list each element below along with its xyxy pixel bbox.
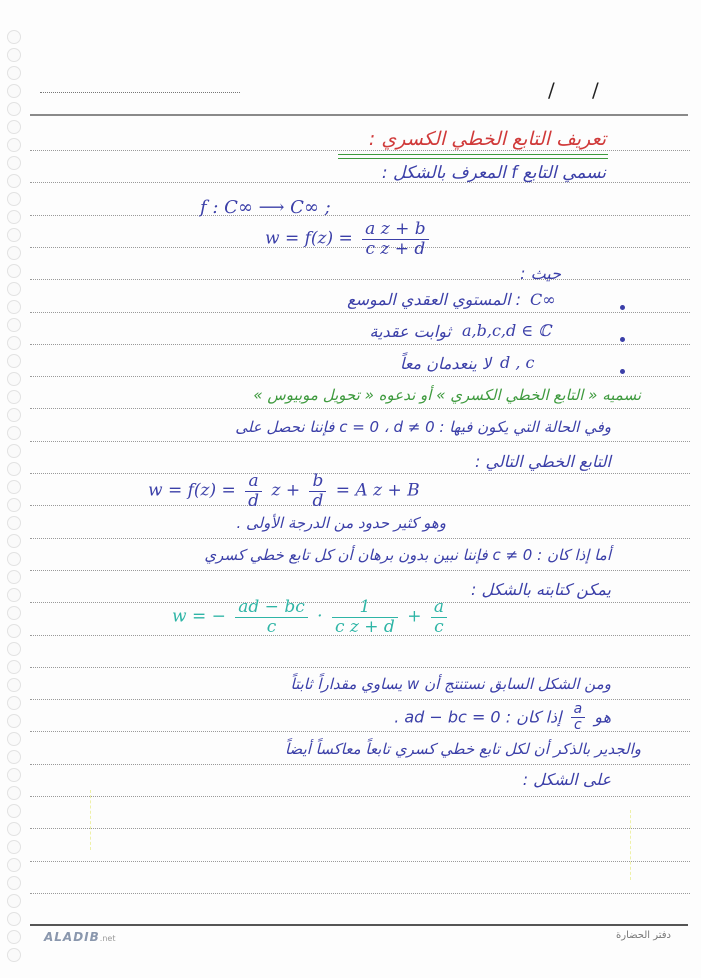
binding-hole bbox=[7, 948, 21, 962]
denominator: c z + d bbox=[365, 238, 426, 259]
case1c-line: وهو كثير حدود من الدرجة الأولى . bbox=[236, 514, 446, 532]
numerator: a bbox=[245, 472, 262, 492]
formula-rhs: = A z + B bbox=[335, 480, 420, 501]
numerator: a bbox=[571, 702, 586, 718]
title-underline bbox=[338, 158, 608, 159]
case2-line: أما إذا كان : c ≠ 0 فإننا نبين بدون برهان أن كل تابع خطي كسري bbox=[204, 546, 611, 564]
case1b-line: التابع الخطي التالي : bbox=[475, 452, 611, 471]
binding-hole bbox=[7, 606, 21, 620]
fraction bbox=[235, 598, 307, 636]
denominator: d bbox=[248, 490, 260, 511]
brand-suffix: .net bbox=[99, 934, 116, 943]
binding-hole bbox=[7, 336, 21, 350]
bullet-symbol: d , c bbox=[500, 353, 535, 372]
ruled-line bbox=[30, 150, 690, 151]
bullet-symbol: a,b,c,d ∈ ℂ bbox=[462, 321, 551, 340]
ruled-line bbox=[30, 764, 690, 765]
binding-hole bbox=[7, 318, 21, 332]
ruled-line bbox=[30, 828, 690, 829]
binding-hole bbox=[7, 372, 21, 386]
binding-hole bbox=[7, 876, 21, 890]
binding-hole bbox=[7, 138, 21, 152]
ruled-line bbox=[30, 279, 690, 280]
fraction bbox=[362, 220, 428, 258]
intro-line: نسمي التابع f المعرف بالشكل : bbox=[381, 163, 606, 183]
binding-hole bbox=[7, 858, 21, 872]
binding-hole bbox=[7, 516, 21, 530]
binding-hole bbox=[7, 480, 21, 494]
binding-hole bbox=[7, 534, 21, 548]
binding-hole bbox=[7, 696, 21, 710]
naming-line: نسميه « التابع الخطي الكسري » أو ندعوه « تحويل موبيوس » bbox=[253, 386, 641, 404]
fraction bbox=[332, 598, 398, 636]
conclusion-line: ومن الشكل السابق نستنتج أن w يساوي مقداراً ثابتاً bbox=[290, 675, 611, 693]
binding-holes bbox=[4, 30, 26, 970]
numerator: 1 bbox=[332, 598, 398, 618]
denominator: d bbox=[312, 490, 324, 511]
formula-lhs: w = − bbox=[172, 606, 226, 627]
bullet-dot bbox=[620, 369, 625, 374]
binding-hole bbox=[7, 390, 21, 404]
denominator: c bbox=[434, 616, 444, 637]
ruled-line bbox=[30, 570, 690, 571]
binding-hole bbox=[7, 30, 21, 44]
binding-hole bbox=[7, 750, 21, 764]
formula-lhs: w = f(z) = bbox=[148, 480, 236, 501]
conclusion-word: هو bbox=[594, 707, 611, 727]
ruled-line bbox=[30, 312, 690, 313]
bullet-dot bbox=[620, 337, 625, 342]
conclusion-line: على الشكل : bbox=[522, 770, 611, 789]
binding-hole bbox=[7, 624, 21, 638]
date-line bbox=[40, 92, 240, 93]
footer-rule bbox=[30, 924, 688, 926]
binding-hole bbox=[7, 84, 21, 98]
binding-hole bbox=[7, 732, 21, 746]
binding-hole bbox=[7, 174, 21, 188]
formula-dot: · bbox=[317, 606, 323, 627]
binding-hole bbox=[7, 210, 21, 224]
bullet-text: : المستوي العقدي الموسع bbox=[347, 290, 521, 309]
faint-mark bbox=[90, 790, 92, 850]
binding-hole bbox=[7, 678, 21, 692]
mobius-formula bbox=[265, 220, 433, 258]
formula-mid: z + bbox=[271, 480, 301, 501]
ruled-line bbox=[30, 215, 690, 216]
binding-hole bbox=[7, 462, 21, 476]
linear-formula bbox=[148, 472, 420, 510]
binding-hole bbox=[7, 804, 21, 818]
binding-hole bbox=[7, 246, 21, 260]
binding-hole bbox=[7, 786, 21, 800]
binding-hole bbox=[7, 894, 21, 908]
binding-hole bbox=[7, 930, 21, 944]
binding-hole bbox=[7, 408, 21, 422]
ruled-line bbox=[30, 376, 690, 377]
binding-hole bbox=[7, 156, 21, 170]
binding-hole bbox=[7, 228, 21, 242]
denominator: c bbox=[266, 616, 277, 637]
numerator: a z + b bbox=[362, 220, 428, 240]
numerator: ad − bc bbox=[235, 598, 307, 618]
binding-hole bbox=[7, 48, 21, 62]
binding-hole bbox=[7, 498, 21, 512]
numerator: a bbox=[431, 598, 447, 618]
bullet-symbol: C∞ bbox=[530, 290, 556, 309]
binding-hole bbox=[7, 264, 21, 278]
ruled-line bbox=[30, 893, 690, 894]
fraction bbox=[571, 702, 586, 734]
case2b-line: يمكن كتابته بالشكل : bbox=[471, 580, 611, 599]
conclusion-line bbox=[394, 702, 611, 734]
binding-hole bbox=[7, 102, 21, 116]
binding-hole bbox=[7, 660, 21, 674]
binding-hole bbox=[7, 714, 21, 728]
binding-hole bbox=[7, 840, 21, 854]
where-label: حيث : bbox=[520, 264, 561, 283]
binding-hole bbox=[7, 570, 21, 584]
binding-hole bbox=[7, 300, 21, 314]
numerator: b bbox=[309, 472, 326, 492]
ruled-line bbox=[30, 441, 690, 442]
ruled-line bbox=[30, 538, 690, 539]
bullet-dot bbox=[620, 305, 625, 310]
case1-line: وفي الحالة التي يكون فيها : c = 0 ، d ≠ 0 فإننا نحصل على bbox=[235, 418, 611, 436]
date-slash: / bbox=[548, 78, 555, 102]
binding-hole bbox=[7, 426, 21, 440]
ruled-line bbox=[30, 344, 690, 345]
denominator: c bbox=[574, 717, 582, 734]
fraction bbox=[431, 598, 447, 636]
ruled-line bbox=[30, 699, 690, 700]
fraction bbox=[245, 472, 262, 510]
formula-plus: + bbox=[407, 606, 422, 627]
mapping-formula: f : C∞ ⟶ C∞ ; bbox=[200, 197, 331, 218]
decomposition-formula bbox=[172, 598, 451, 636]
conclusion-condition: إذا كان : ad − bc = 0 . bbox=[394, 707, 562, 727]
bullet-text: لا ينعدمان معاً bbox=[399, 354, 491, 373]
page-title: تعريف التابع الخطي الكسري : bbox=[368, 128, 606, 150]
ruled-line bbox=[30, 796, 690, 797]
bullet-text: ثوابت عقدية bbox=[369, 322, 451, 341]
title-underline bbox=[338, 154, 608, 155]
faint-mark bbox=[630, 810, 632, 880]
binding-hole bbox=[7, 354, 21, 368]
binding-hole bbox=[7, 120, 21, 134]
binding-hole bbox=[7, 66, 21, 80]
fraction bbox=[309, 472, 326, 510]
denominator: c z + d bbox=[334, 616, 395, 637]
brand-name: ALADIB bbox=[44, 930, 100, 944]
binding-hole bbox=[7, 912, 21, 926]
binding-hole bbox=[7, 552, 21, 566]
binding-hole bbox=[7, 588, 21, 602]
binding-hole bbox=[7, 282, 21, 296]
formula-lhs: w = f(z) = bbox=[265, 228, 353, 249]
brand-logo bbox=[44, 930, 115, 944]
ruled-line bbox=[30, 667, 690, 668]
binding-hole bbox=[7, 768, 21, 782]
binding-hole bbox=[7, 444, 21, 458]
conclusion-line: والجدير بالذكر أن لكل تابع خطي كسري تابعاً معاكساً أيضاً bbox=[284, 740, 641, 758]
binding-hole bbox=[7, 822, 21, 836]
ruled-line bbox=[30, 408, 690, 409]
notebook-logo: دفتر الحضارة bbox=[616, 930, 672, 941]
ruled-line bbox=[30, 861, 690, 862]
header-rule bbox=[30, 114, 688, 116]
date-slash: / bbox=[592, 78, 599, 102]
binding-hole bbox=[7, 642, 21, 656]
binding-hole bbox=[7, 192, 21, 206]
